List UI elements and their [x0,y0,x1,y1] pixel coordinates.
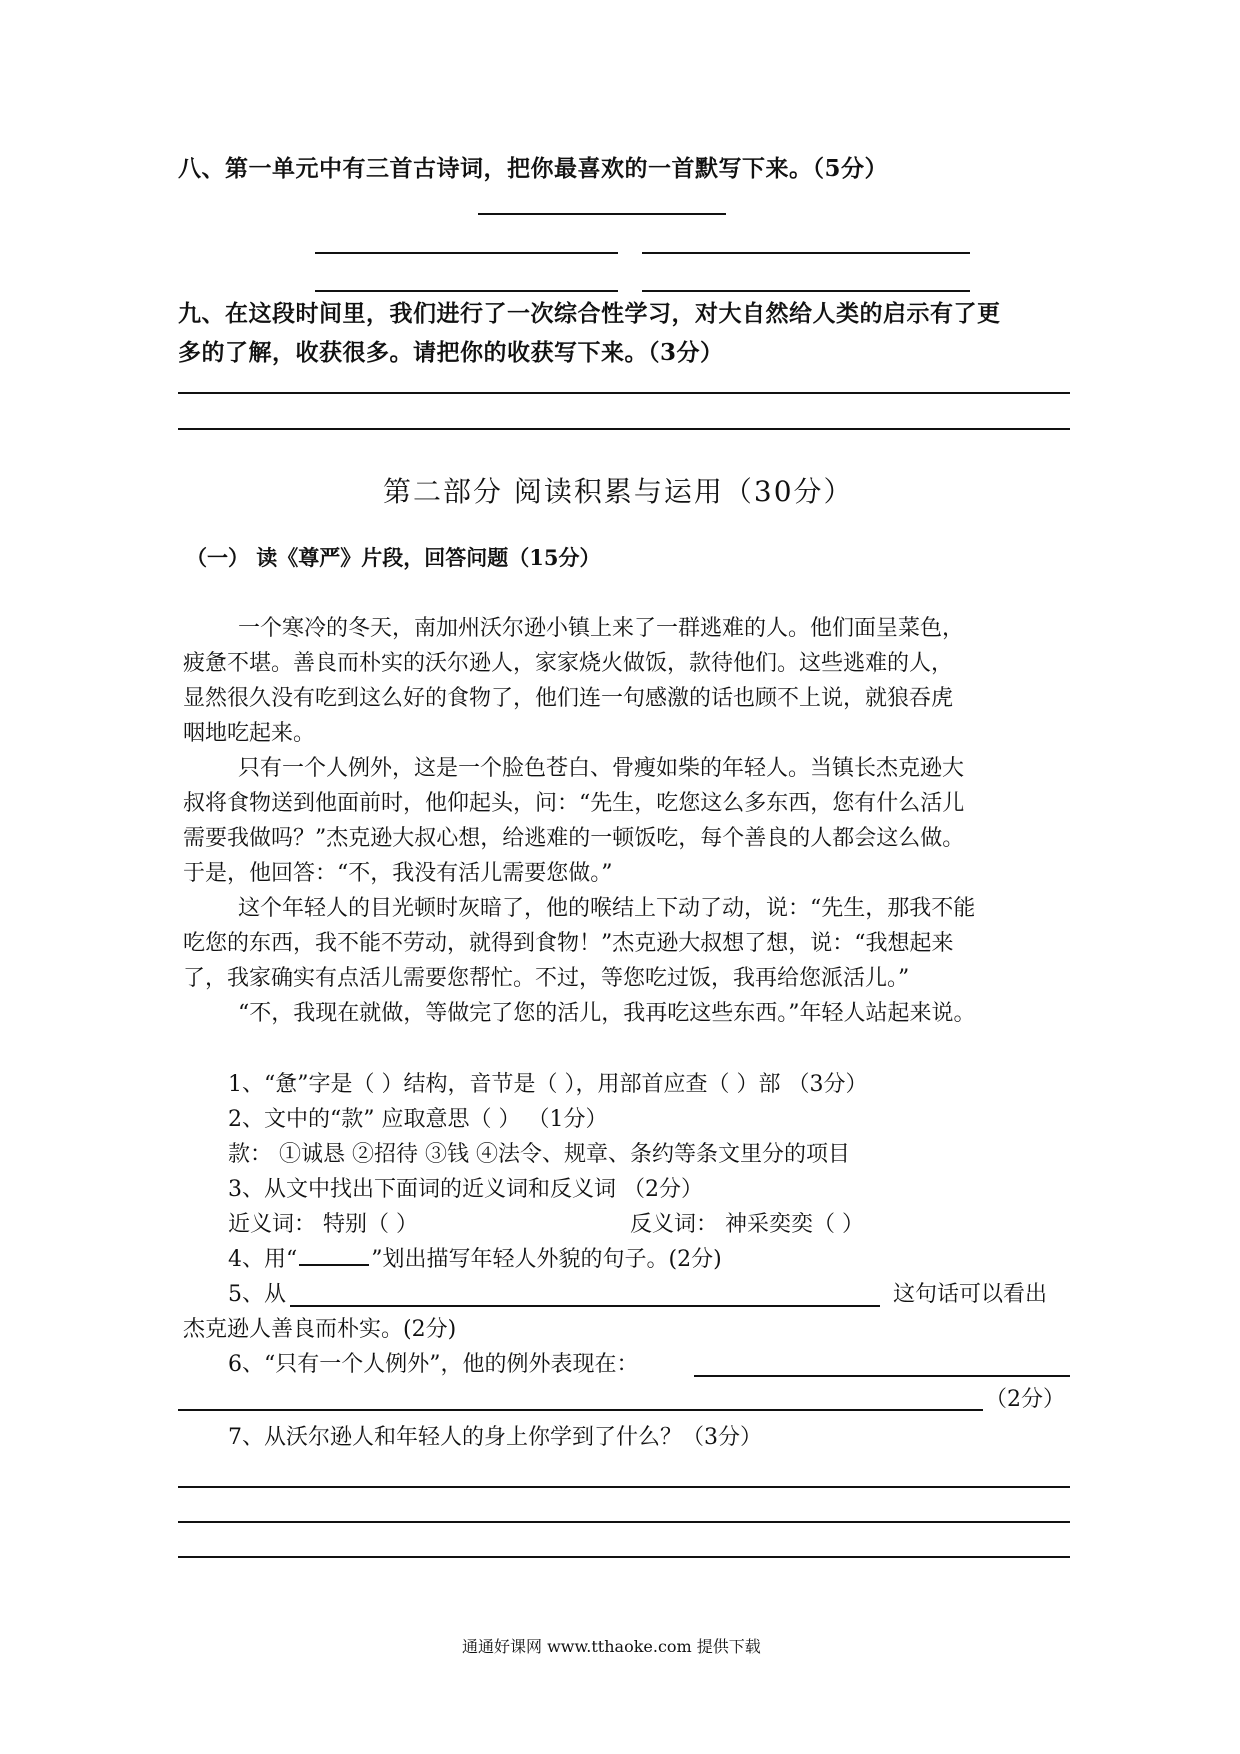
answer-line [642,252,970,254]
answer-line [315,252,618,254]
question-3: 3、从文中找出下面词的近义词和反义词 （2分） [228,1177,703,1202]
question-3-antonym: 反义词： 神采奕奕（ ） [630,1212,864,1237]
part-title: 第二部分 阅读积累与运用（30分） [383,475,854,508]
footer-note: 通通好课网 www.tthaoke.com 提供下载 [462,1637,761,1656]
passage-line: “不，我现在就做，等做完了您的活儿，我再吃这些东西。”年轻人站起来说。 [238,1001,976,1026]
answer-line [178,1409,983,1411]
question-5-line2: 杰克逊人善良而朴实。(2分) [183,1317,457,1342]
passage-line: 疲惫不堪。善良而朴实的沃尔逊人，家家烧火做饭，款待他们。这些逃难的人， [183,651,954,676]
passage-line: 一个寒冷的冬天，南加州沃尔逊小镇上来了一群逃难的人。他们面呈菜色， [238,616,965,641]
answer-line [178,428,1070,430]
question-6: 6、“只有一个人例外”，他的例外表现在： [228,1352,639,1377]
question-9-line2: 多的了解，收获很多。请把你的收获写下来。（3分） [178,339,724,366]
question-3-synonym: 近义词： 特别（ ） [228,1212,418,1237]
question-1: 1、“惫”字是（ ）结构，音节是（ ），用部首应查（ ）部 （3分） [228,1072,868,1097]
passage-line: 于是，他回答：“不，我没有活儿需要您做。” [183,861,613,886]
answer-line [178,392,1070,394]
question-5-suffix: 这句话可以看出 [893,1282,1048,1307]
underline-sample [299,1264,369,1266]
passage-line: 了，我家确实有点活儿需要您帮忙。不过，等您吃过饭，我再给您派活儿。” [183,966,910,991]
answer-line [315,290,618,292]
passage-line: 吃您的东西，我不能不劳动，就得到食物！”杰克逊大叔想了想，说：“我想起来 [183,931,954,956]
passage-line: 叔将食物送到他面前时，他仰起头，问：“先生，吃您这么多东西，您有什么活儿 [183,791,965,816]
question-9-line1: 九、在这段时间里，我们进行了一次综合性学习，对大自然给人类的启示有了更 [178,300,1001,327]
answer-line [478,213,726,215]
question-4-prefix: 4、用“ [228,1247,298,1272]
passage-line: 咽地吃起来。 [183,721,316,746]
question-7: 7、从沃尔逊人和年轻人的身上你学到了什么？（3分） [228,1425,762,1450]
reading-subtitle: （一） 读《尊严》片段，回答问题（15分） [186,545,601,570]
question-4 [228,1242,722,1273]
question-6-score: （2分） [985,1387,1065,1412]
answer-line [694,1375,1070,1377]
answer-line [290,1305,880,1307]
question-2: 2、文中的“款” 应取意思（ ） （1分） [228,1107,608,1132]
question-4-suffix: ”划出描写年轻人外貌的句子。(2分) [371,1247,722,1272]
passage-line: 只有一个人例外，这是一个脸色苍白、骨瘦如柴的年轻人。当镇长杰克逊大 [238,756,965,781]
passage-line: 这个年轻人的目光顿时灰暗了，他的喉结上下动了动，说：“先生，那我不能 [238,896,976,921]
answer-line [178,1486,1070,1488]
passage-line: 显然很久没有吃到这么好的食物了，他们连一句感激的话也顾不上说，就狼吞虎 [183,686,954,711]
question-5-prefix: 5、从 [228,1282,286,1307]
answer-line [178,1521,1070,1523]
answer-line [178,1556,1070,1558]
question-2-options: 款： ①诚恳 ②招待 ③钱 ④法令、规章、条约等条文里分的项目 [228,1142,850,1167]
question-8: 八、第一单元中有三首古诗词，把你最喜欢的一首默写下来。（5分） [178,155,889,182]
passage-line: 需要我做吗？”杰克逊大叔心想，给逃难的一顿饭吃，每个善良的人都会这么做。 [183,826,965,851]
answer-line [642,290,970,292]
